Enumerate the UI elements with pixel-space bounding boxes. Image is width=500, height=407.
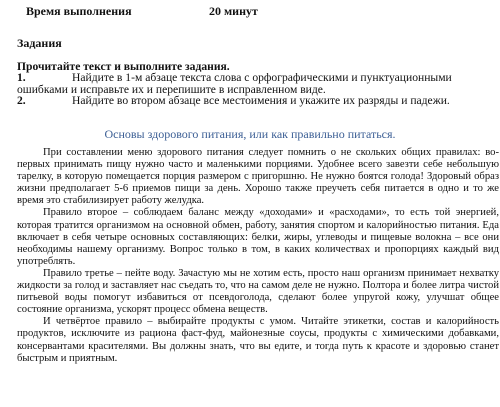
task-text: Найдите во втором абзаце все местоимения и укажите их разряды и падежи.: [72, 94, 450, 108]
task-number: 1.: [17, 71, 26, 85]
instructions-lead: Прочитайте текст и выполните задания.: [17, 60, 230, 73]
task-item: [17, 95, 487, 106]
article-paragraph: Правило третье – пейте воду. Зачастую мы не хотим есть, просто наш организм принимает нехватку жидкости за голод и заставляет нас съедать то, что на самом деле не нужно. Полтора и более литра чистой питьевой воды помогут избавиться от псевдоголода, сделают более упругой кожу, улучшат общее состояние организма, ускорят процесс обмена веществ.: [17, 267, 499, 316]
task-text: Найдите в 1-м абзаце текста слова с орфографическими и пунктуационными ошибками и исправьте их и перепишите в исправленном виде.: [17, 71, 452, 96]
time-value: 20 минут: [209, 4, 258, 18]
article-paragraph: При составлении меню здорового питания следует помнить о не скольких общих правилах: во-первых принимать пищу нужно часто и маленькими порциями. Удобнее всего завезти себе небольшую тарелку, в которую помещается порция размером с пригоршню. Не нужно боятся голода! Здоровый образ жизни предполагает 5-6 приемов пищи за день. Хорошо также преучеть себя питается в одно и то же время это стабилизирует работу желудка.: [17, 147, 499, 207]
time-label: Время выполнения: [26, 4, 132, 18]
task-item: [17, 72, 487, 95]
task-number: 2.: [17, 94, 26, 108]
article-body: [17, 147, 499, 365]
article-paragraph: И четвёртое правило – выбирайте продукты с умом. Читайте этикетки, состав и калорийность продуктов, исключите из рациона фаст-фуд, майонезные соусы, продукты с химическими добавками, консервантами красителями. Вы должны знать, что вы едите, и тогда путь к красоте и здоровью станет быстрым и приятным.: [17, 316, 499, 364]
tasks-heading: Задания: [17, 36, 62, 50]
instructions-block: [17, 61, 487, 107]
article-title: Основы здорового питания, или как правильно питаться.: [104, 127, 396, 141]
article-paragraph: Правило второе – соблюдаем баланс между «доходами» и «расходами», то есть той энергией, которая тратится организмом на основной обмен, работу, занятия спортом и калорийностью питания. Еда включает в себя четыре основных составляющих: белки, жиры, углеводы и пищевые волокна – все они необходимы нашему организму. Вопрос только в том, в каких количествах и пропорциях каждый вид употреблять.: [17, 207, 499, 267]
